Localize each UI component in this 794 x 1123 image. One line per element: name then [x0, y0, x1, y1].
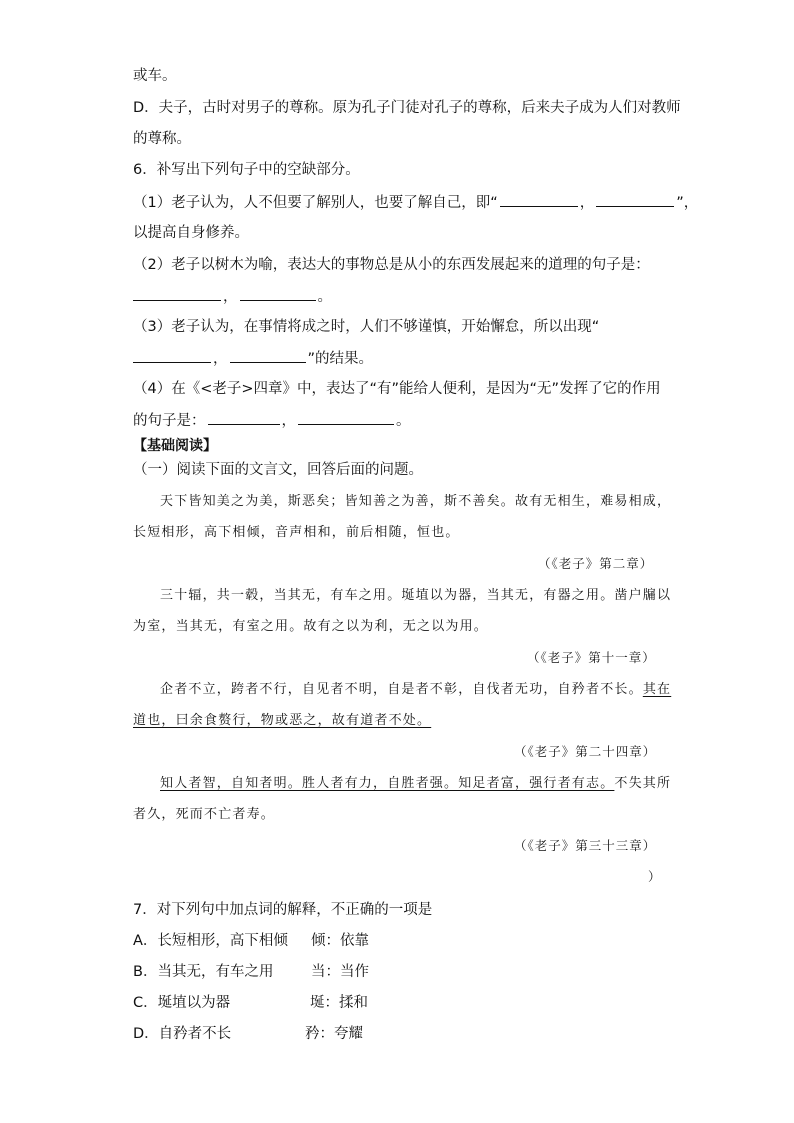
underlined-text: 其在 — [642, 682, 672, 697]
text: 。 — [317, 289, 332, 305]
text: ， — [223, 289, 238, 305]
option-text: D．自矜者不长 — [133, 1026, 232, 1042]
text: ”， — [676, 195, 699, 211]
section-heading: 【基础阅读】 — [133, 438, 217, 454]
answer-blank[interactable] — [208, 410, 280, 425]
text: ， — [579, 195, 595, 211]
answer-blank[interactable] — [500, 192, 578, 207]
question-6-1 — [133, 192, 698, 213]
passage-line: 天下皆知美之为美，斯恶矣；皆知善之为善，斯不善矣。故有无相生，难易相成， — [160, 494, 672, 509]
question-6-4-blanks — [133, 410, 411, 431]
source-citation: （《老子》第二章） — [538, 556, 654, 571]
option-d — [133, 1024, 363, 1044]
text: ”的结果。 — [307, 351, 374, 367]
source-citation: （《老子》第三十三章） — [514, 838, 657, 853]
question-6-4: （4）在《<老子>四章》中，表达了“有”能给人便利，是因为“无”发挥了它的作用 — [133, 381, 661, 397]
question-6-1-cont: 以提高自身修养。 — [133, 225, 249, 241]
answer-blank[interactable] — [596, 192, 674, 207]
option-d-line: D．夫子，古时对男子的尊称。原为孔子门徒对孔子的尊称，后来夫子成为人们对教师 — [133, 100, 681, 116]
text-line: 或车。 — [133, 68, 177, 84]
question-6-3: （3）老子认为，在事情将成之时，人们不够谨慎，开始懈怠，所以出现“ — [133, 319, 600, 335]
sub-instruction: （一）阅读下面的文言文，回答后面的问题。 — [133, 462, 423, 478]
option-explanation: 倾：依靠 — [311, 933, 369, 949]
passage-line — [160, 774, 671, 794]
text: 。 — [396, 413, 411, 429]
question-7-stem: 7．对下列句中加点词的解释，不正确的一项是 — [133, 902, 433, 918]
closing-paren: ） — [648, 869, 662, 884]
text: ， — [213, 351, 228, 367]
question-6-3-blanks — [133, 348, 373, 369]
option-explanation: 当：当作 — [311, 964, 369, 980]
option-text: B．当其无，有车之用 — [133, 964, 274, 980]
passage-line — [133, 711, 431, 731]
option-c — [133, 993, 368, 1013]
option-explanation: 埏：揉和 — [310, 995, 368, 1011]
option-b — [133, 962, 369, 982]
text: 企者不立，跨者不行，自见者不明，自是者不彰，自伐者无功，自矜者不长。 — [160, 682, 643, 697]
answer-blank[interactable] — [133, 286, 221, 301]
passage-line: 者久，死而不亡者寿。 — [133, 807, 276, 822]
answer-blank[interactable] — [298, 410, 394, 425]
underlined-text: 知人者智，自知者明。胜人者有力，自胜者强。知足者富，强行者有志。 — [160, 776, 615, 791]
answer-blank[interactable] — [230, 348, 306, 363]
passage-line: 三十辐，共一毂，当其无，有车之用。埏埴以为器，当其无，有器之用。凿户牖以 — [160, 588, 672, 603]
text: （1）老子认为，人不但要了解别人，也要了解自己，即“ — [133, 195, 498, 211]
underlined-text: 道也，曰余食赘行，物或恶之，故有道者不处。 — [133, 713, 432, 728]
source-citation: （《老子》第十一章） — [527, 650, 656, 665]
text: 不失其所 — [614, 776, 672, 791]
source-citation: （《老子》第二十四章） — [514, 744, 657, 759]
answer-blank[interactable] — [240, 286, 316, 301]
option-text: C．埏埴以为器 — [133, 995, 231, 1011]
text: 的句子是： — [133, 413, 206, 429]
option-explanation: 矜：夸耀 — [305, 1026, 363, 1042]
question-6-2: （2）老子以树木为喻，表达大的事物总是从小的东西发展起来的道理的句子是： — [133, 257, 650, 273]
question-6-2-blanks — [133, 286, 332, 307]
option-a — [133, 931, 369, 951]
passage-line — [160, 680, 671, 700]
passage-line: 为室，当其无，有室之用。故有之以为利，无之以为用。 — [133, 619, 489, 634]
text-line: 的尊称。 — [133, 131, 191, 147]
passage-line: 长短相形，高下相倾，音声相和，前后相随，恒也。 — [133, 525, 460, 540]
answer-blank[interactable] — [133, 348, 211, 363]
text: ， — [281, 413, 296, 429]
option-text: A．长短相形，高下相倾 — [133, 933, 288, 949]
question-6-stem: 6．补写出下列句子中的空缺部分。 — [133, 162, 360, 178]
